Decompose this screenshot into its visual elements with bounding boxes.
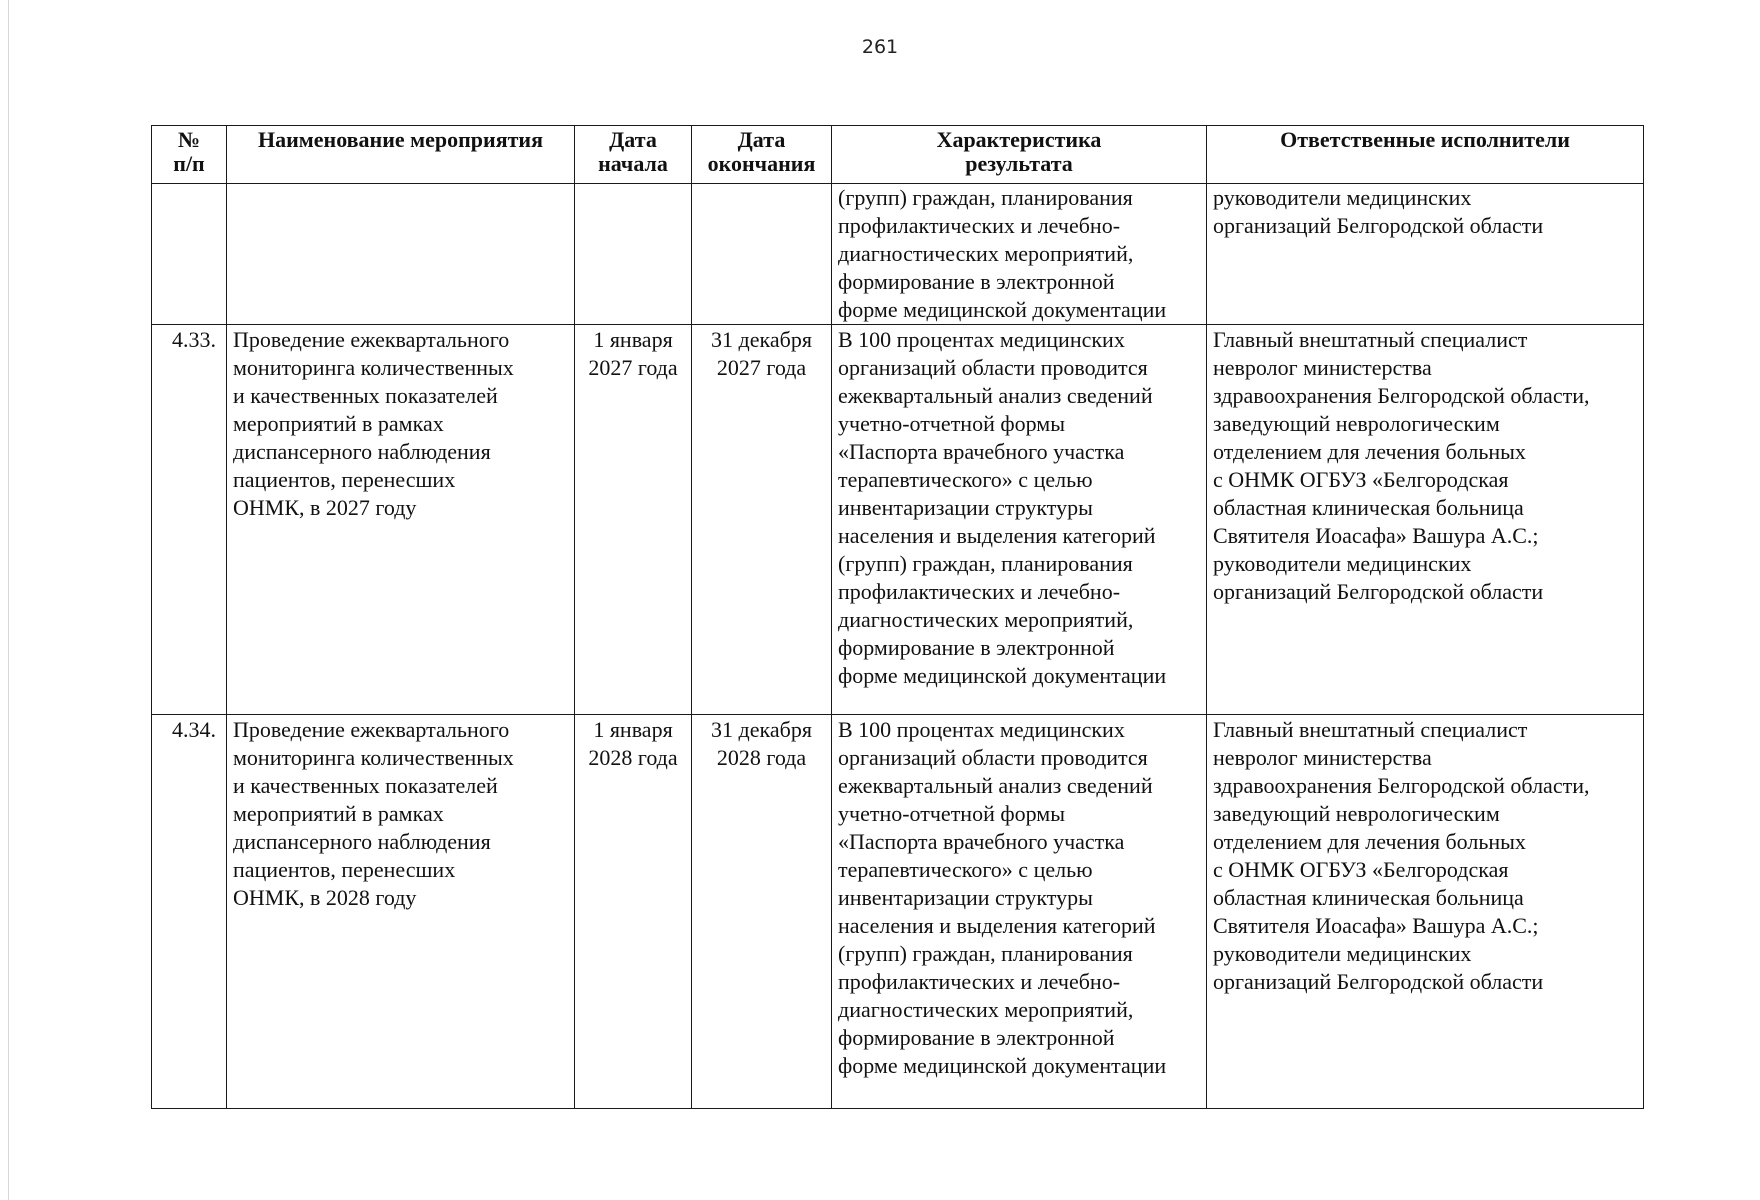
cell-text-line: ОНМК, в 2027 году xyxy=(233,495,417,520)
cell-text-line: пациентов, перенесших xyxy=(233,467,456,492)
cell-text-line: 1 января xyxy=(593,717,673,742)
cell-text-line: организаций области проводится xyxy=(838,745,1148,770)
cell-text-line: организаций Белгородской области xyxy=(1213,213,1544,238)
header-name-text: Наименование мероприятия xyxy=(257,127,544,152)
cell-text-line: невролог министерства xyxy=(1213,745,1432,770)
cell-text-line: 2027 года xyxy=(716,355,807,380)
cell-text-line: «Паспорта врачебного участка xyxy=(838,829,1125,854)
cell-text-line: (групп) граждан, планирования xyxy=(838,185,1133,210)
cell-text-line: ОНМК, в 2028 году xyxy=(233,885,417,910)
cell-num: 4.33. xyxy=(152,325,227,715)
cell-text-line: областная клиническая больница xyxy=(1213,495,1524,520)
cell-result xyxy=(832,184,1207,325)
cell-text-line: инвентаризации структуры xyxy=(838,885,1093,910)
cell-text-line: профилактических и лечебно- xyxy=(838,969,1121,994)
cell-end xyxy=(692,325,832,715)
cell-text-line: формирование в электронной xyxy=(838,1025,1115,1050)
cell-text-line: руководители медицинских xyxy=(1213,551,1472,576)
cell-text-line: организаций Белгородской области xyxy=(1213,579,1544,604)
header-start xyxy=(575,126,692,184)
cell-text-line: мероприятий в рамках xyxy=(233,801,444,826)
cell-text-line: Проведение ежеквартального xyxy=(233,717,510,742)
header-result-line-1: Характеристика xyxy=(936,127,1102,152)
cell-text-line: ежеквартальный анализ сведений xyxy=(838,773,1153,798)
cell-text-line: 2028 года xyxy=(588,745,678,770)
cell-text-line: «Паспорта врачебного участка xyxy=(838,439,1125,464)
cell-name xyxy=(227,715,575,1109)
header-name xyxy=(227,126,575,184)
cell-text-line: 31 декабря xyxy=(711,717,812,742)
cell-text-line: диагностических мероприятий, xyxy=(838,997,1134,1022)
header-end-line-1: Дата xyxy=(737,127,786,152)
cell-text-line: организаций области проводится xyxy=(838,355,1148,380)
cell-text-line: (групп) граждан, планирования xyxy=(838,551,1133,576)
cell-name xyxy=(227,325,575,715)
cell-text-line: отделением для лечения больных xyxy=(1213,829,1526,854)
cell-text-line: профилактических и лечебно- xyxy=(838,213,1121,238)
cell-text-line: пациентов, перенесших xyxy=(233,857,456,882)
cell-text-line: инвентаризации структуры xyxy=(838,495,1093,520)
cell-start xyxy=(575,184,692,325)
header-num xyxy=(152,126,227,184)
cell-start xyxy=(575,325,692,715)
cell-start xyxy=(575,715,692,1109)
cell-text-line: руководители медицинских xyxy=(1213,941,1472,966)
cell-resp xyxy=(1207,184,1644,325)
cell-num xyxy=(152,184,227,325)
header-end xyxy=(692,126,832,184)
cell-text-line: профилактических и лечебно- xyxy=(838,579,1121,604)
cell-text-line: ежеквартальный анализ сведений xyxy=(838,383,1153,408)
cell-text-line: невролог министерства xyxy=(1213,355,1432,380)
cell-text-line: В 100 процентах медицинских xyxy=(838,717,1125,742)
cell-num: 4.34. xyxy=(152,715,227,1109)
activities-table xyxy=(151,125,1644,1109)
header-resp-text: Ответственные исполнители xyxy=(1280,127,1570,152)
cell-text-line: формирование в электронной xyxy=(838,269,1115,294)
page-number: 261 xyxy=(861,36,899,58)
cell-resp xyxy=(1207,715,1644,1109)
header-resp xyxy=(1207,126,1644,184)
scan-margin-line xyxy=(8,0,9,1200)
cell-text-line: Святителя Иоасафа» Вашура А.С.; xyxy=(1213,913,1539,938)
cell-text-line: с ОНМК ОГБУЗ «Белгородская xyxy=(1213,467,1509,492)
cell-result xyxy=(832,715,1207,1109)
cell-text-line: форме медицинской документации xyxy=(838,663,1167,688)
cell-text-line: заведующий неврологическим xyxy=(1213,801,1500,826)
cell-end xyxy=(692,715,832,1109)
cell-text-line: населения и выделения категорий xyxy=(838,523,1156,548)
cell-text-line: терапевтического» с целью xyxy=(838,857,1093,882)
cell-text-line: 2027 года xyxy=(588,355,678,380)
cell-text-line: Главный внештатный специалист xyxy=(1213,717,1528,742)
header-result-line-2: результата xyxy=(965,151,1073,176)
cell-text-line: Святителя Иоасафа» Вашура А.С.; xyxy=(1213,523,1539,548)
cell-text-line: мероприятий в рамках xyxy=(233,411,444,436)
cell-text-line: В 100 процентах медицинских xyxy=(838,327,1125,352)
cell-text-line: учетно-отчетной формы xyxy=(838,411,1065,436)
header-result xyxy=(832,126,1207,184)
header-end-line-2: окончания xyxy=(707,151,816,176)
cell-text-line: отделением для лечения больных xyxy=(1213,439,1526,464)
cell-text-line: Главный внештатный специалист xyxy=(1213,327,1528,352)
cell-text-line: организаций Белгородской области xyxy=(1213,969,1544,994)
cell-text-line: учетно-отчетной формы xyxy=(838,801,1065,826)
cell-text-line: населения и выделения категорий xyxy=(838,913,1156,938)
table-row xyxy=(152,325,1644,715)
cell-end xyxy=(692,184,832,325)
header-start-line-2: начала xyxy=(598,151,668,176)
cell-result xyxy=(832,325,1207,715)
header-num-line-2: п/п xyxy=(173,151,205,176)
cell-text-line: Проведение ежеквартального xyxy=(233,327,510,352)
cell-text-line: терапевтического» с целью xyxy=(838,467,1093,492)
cell-text-line: диспансерного наблюдения xyxy=(233,439,491,464)
header-start-line-1: Дата xyxy=(609,127,657,152)
cell-text-line: мониторинга количественных xyxy=(233,355,514,380)
cell-text-line: диагностических мероприятий, xyxy=(838,607,1134,632)
cell-text-line: диагностических мероприятий, xyxy=(838,241,1134,266)
cell-text-line: форме медицинской документации xyxy=(838,297,1167,322)
cell-text-line: диспансерного наблюдения xyxy=(233,829,491,854)
cell-text-line: заведующий неврологическим xyxy=(1213,411,1500,436)
cell-text-line: мониторинга количественных xyxy=(233,745,514,770)
cell-text-line: здравоохранения Белгородской области, xyxy=(1213,773,1590,798)
cell-resp xyxy=(1207,325,1644,715)
header-row xyxy=(152,126,1644,184)
header-num-line-1: № xyxy=(177,127,201,152)
activities-table-wrap xyxy=(151,125,1643,1109)
cell-text-line: руководители медицинских xyxy=(1213,185,1472,210)
cell-text-line: форме медицинской документации xyxy=(838,1053,1167,1078)
cell-name xyxy=(227,184,575,325)
cell-text-line: и качественных показателей xyxy=(233,383,498,408)
cell-text-line: областная клиническая больница xyxy=(1213,885,1524,910)
cell-text-line: здравоохранения Белгородской области, xyxy=(1213,383,1590,408)
cell-text-line: формирование в электронной xyxy=(838,635,1115,660)
cell-text-line: 1 января xyxy=(593,327,673,352)
table-row xyxy=(152,184,1644,325)
cell-text-line: с ОНМК ОГБУЗ «Белгородская xyxy=(1213,857,1509,882)
cell-text-line: 2028 года xyxy=(716,745,807,770)
cell-text-line: и качественных показателей xyxy=(233,773,498,798)
table-row xyxy=(152,715,1644,1109)
cell-text-line: (групп) граждан, планирования xyxy=(838,941,1133,966)
cell-text-line: 31 декабря xyxy=(711,327,812,352)
